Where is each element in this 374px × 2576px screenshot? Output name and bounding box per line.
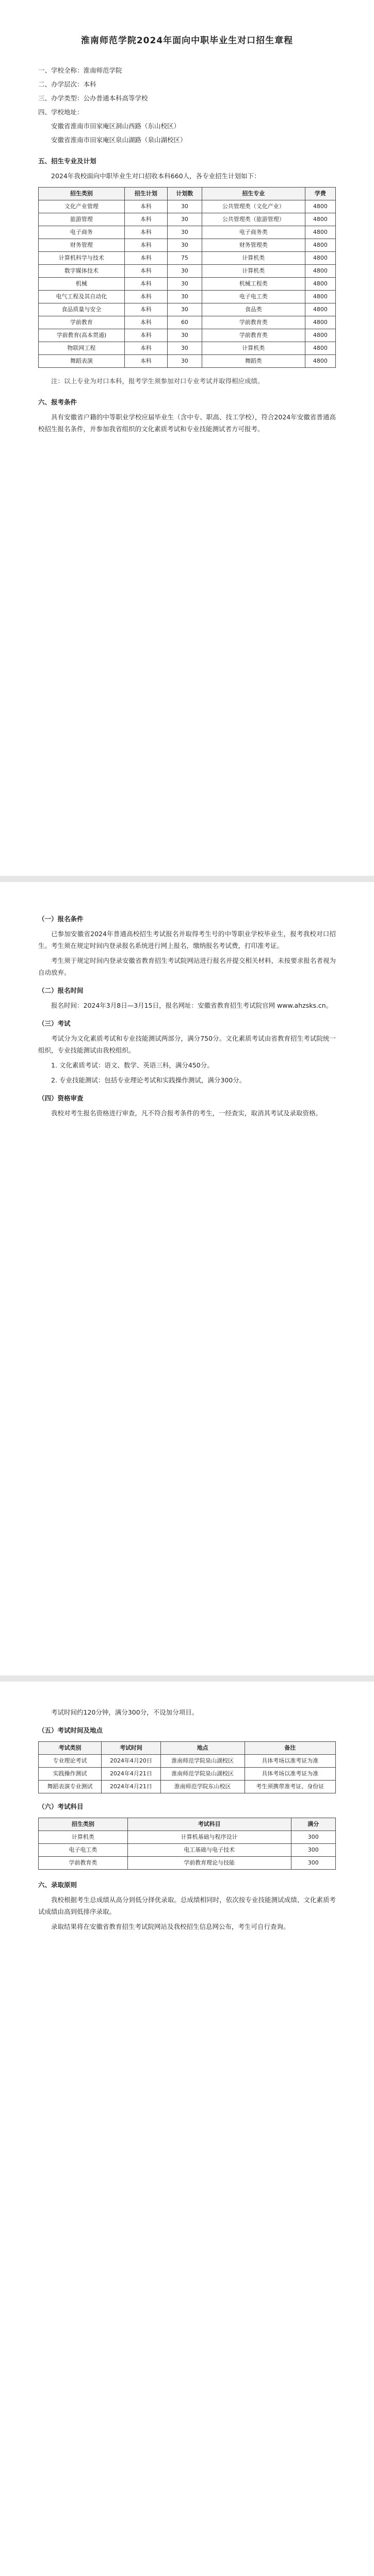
table-row — [39, 1755, 336, 1768]
table-row — [39, 291, 336, 303]
plan-cell: 本科 — [124, 329, 167, 342]
plan-note: 注：以上专业为对口本科，报考学生须参加对口专业考试并取得相应成绩。 — [51, 377, 264, 385]
table-row — [39, 1768, 336, 1781]
heading-registration-time: （二）报名时间 — [38, 987, 84, 994]
subjects-cell: 300 — [291, 1857, 335, 1870]
plan-cell: 舞蹈类 — [202, 355, 305, 368]
table-row — [39, 278, 336, 291]
schedule-cell: 淮南师范学院东山校区 — [160, 1781, 245, 1793]
schedule-table — [38, 1741, 336, 1793]
plan-header-0: 招生类别 — [39, 188, 125, 200]
heading-registration: （一）报名条件 — [38, 915, 84, 923]
table-row — [39, 265, 336, 278]
plan-cell: 30 — [168, 265, 202, 278]
table-row — [39, 355, 336, 368]
plan-cell: 4800 — [305, 303, 335, 316]
plan-cell: 30 — [168, 342, 202, 355]
plan-cell: 75 — [168, 252, 202, 265]
page-2 — [0, 882, 374, 1675]
plan-cell: 学前教育类 — [202, 329, 305, 342]
schedule-cell: 淮南师范学院泉山湖校区 — [160, 1768, 245, 1781]
subjects-header-2: 满分 — [291, 1818, 335, 1831]
plan-cell: 4800 — [305, 316, 335, 329]
plan-cell: 本科 — [124, 291, 167, 303]
plan-intro: 2024年我校面向中职毕业生对口招收本科660人，各专业招生计划如下： — [51, 172, 261, 180]
plan-header-1: 招生计划 — [124, 188, 167, 200]
plan-cell: 4800 — [305, 265, 335, 278]
subjects-header-1: 考试科目 — [127, 1818, 291, 1831]
condition-text: 具有安徽省户籍的中等职业学校应届毕业生（含中专、职高、技工学校），符合2024年安徽省普通高校招生报名条件，并参加我省组织的文化素质考试和专业技能测试者方可报考。 — [38, 413, 336, 433]
exam-text: 考试分为文化素质考试和专业技能测试两部分，满分750分。文化素质考试由省教育招生考试院统一组织，专业技能测试由我校组织。 — [38, 1035, 336, 1054]
plan-cell: 本科 — [124, 200, 167, 213]
schedule-cell: 2024年4月20日 — [102, 1755, 161, 1768]
plan-cell: 本科 — [124, 213, 167, 226]
plan-table — [38, 187, 336, 368]
plan-cell: 本科 — [124, 265, 167, 278]
address-line-1: 安徽省淮南市田家庵区洞山西路（东山校区） — [51, 122, 181, 130]
plan-cell: 4800 — [305, 252, 335, 265]
plan-cell: 30 — [168, 291, 202, 303]
schedule-header-0: 考试类别 — [39, 1742, 102, 1755]
plan-cell: 电子电工类 — [202, 291, 305, 303]
plan-cell: 本科 — [124, 316, 167, 329]
section-school-name: 一、学校全称：淮南师范学院 — [38, 66, 122, 74]
schedule-cell: 考生须携带准考证、身份证 — [245, 1781, 335, 1793]
subjects-cell: 300 — [291, 1831, 335, 1844]
plan-cell: 物联网工程 — [39, 342, 125, 355]
plan-cell: 4800 — [305, 342, 335, 355]
table-row — [39, 226, 336, 239]
table-row — [39, 1844, 336, 1857]
plan-cell: 30 — [168, 355, 202, 368]
plan-cell: 本科 — [124, 303, 167, 316]
page-3 — [0, 1682, 374, 2576]
plan-cell: 计算机类 — [202, 252, 305, 265]
plan-cell: 文化产业管理 — [39, 200, 125, 213]
schedule-cell: 2024年4月21日 — [102, 1768, 161, 1781]
plan-cell: 财务管理 — [39, 239, 125, 252]
heading-exam: （三）考试 — [38, 1020, 71, 1027]
table-row — [39, 213, 336, 226]
table-row — [39, 329, 336, 342]
plan-cell: 计算机类 — [202, 342, 305, 355]
plan-cell: 本科 — [124, 252, 167, 265]
plan-header-4: 学费 — [305, 188, 335, 200]
plan-cell: 本科 — [124, 239, 167, 252]
address-line-2: 安徽省淮南市田家庵区泉山湖路（泉山湖校区） — [51, 136, 187, 144]
plan-cell: 4800 — [305, 278, 335, 291]
section-condition-heading: 六、报考条件 — [38, 398, 77, 406]
plan-cell: 食品质量与安全 — [39, 303, 125, 316]
section-type: 三、办学类型：公办普通本科高等学校 — [38, 94, 148, 102]
review-text: 我校对考生报名资格进行审查，凡不符合报考条件的考生，一经查实，取消其考试及录取资格。 — [51, 1109, 322, 1117]
plan-cell: 机械 — [39, 278, 125, 291]
plan-cell: 舞蹈表演 — [39, 355, 125, 368]
schedule-header-2: 地点 — [160, 1742, 245, 1755]
table-row — [39, 303, 336, 316]
schedule-cell: 淮南师范学院泉山湖校区 — [160, 1755, 245, 1768]
plan-cell: 4800 — [305, 226, 335, 239]
table-row — [39, 316, 336, 329]
plan-cell: 30 — [168, 303, 202, 316]
subjects-cell: 300 — [291, 1844, 335, 1857]
document-title: 淮南师范学院2024年面向中职毕业生对口招生章程 — [80, 36, 294, 46]
plan-cell: 数字媒体技术 — [39, 265, 125, 278]
plan-cell: 30 — [168, 213, 202, 226]
exam-duration-text: 考试时间约120分钟，满分300分，不设加分项目。 — [51, 1708, 199, 1716]
plan-cell: 电子商务 — [39, 226, 125, 239]
plan-cell: 学前教育 — [39, 316, 125, 329]
schedule-cell: 舞蹈表演专业测试 — [39, 1781, 102, 1793]
schedule-header-1: 考试时间 — [102, 1742, 161, 1755]
admission-text-1: 我校根据考生总成绩从高分到低分择优录取。总成绩相同时，依次按专业技能测试成绩、文化素质考试成绩由高到低排序录取。 — [38, 1896, 336, 1916]
plan-header-3: 招生专业 — [202, 188, 305, 200]
schedule-cell: 具体考场以准考证为准 — [245, 1768, 335, 1781]
plan-cell: 食品类 — [202, 303, 305, 316]
table-row — [39, 1831, 336, 1844]
plan-cell: 电子商务类 — [202, 226, 305, 239]
plan-cell: 30 — [168, 239, 202, 252]
subjects-cell: 学前教育类 — [39, 1857, 128, 1870]
heading-admission: 六、录取原则 — [38, 1881, 77, 1889]
plan-cell: 4800 — [305, 355, 335, 368]
plan-cell: 旅游管理 — [39, 213, 125, 226]
plan-cell: 30 — [168, 329, 202, 342]
heading-schedule: （五）考试时间及地点 — [38, 1726, 103, 1734]
plan-cell: 机械工程类 — [202, 278, 305, 291]
plan-cell: 本科 — [124, 278, 167, 291]
plan-cell: 4800 — [305, 329, 335, 342]
plan-cell: 60 — [168, 316, 202, 329]
registration-time-text: 报名时间：2024年3月8日—3月15日，报名网址：安徽省教育招生考试院官网 www.ahzsks.cn。 — [51, 1002, 333, 1009]
page-1 — [0, 0, 374, 876]
plan-cell: 财务管理类 — [202, 239, 305, 252]
table-row — [39, 252, 336, 265]
plan-cell: 公共管理类（旅游管理） — [202, 213, 305, 226]
plan-header-2: 计划数 — [168, 188, 202, 200]
subjects-table — [38, 1818, 336, 1870]
schedule-cell: 实践操作测试 — [39, 1768, 102, 1781]
plan-cell: 本科 — [124, 226, 167, 239]
plan-cell: 4800 — [305, 200, 335, 213]
schedule-cell: 具体考场以准考证为准 — [245, 1755, 335, 1768]
registration-text-1: 已参加安徽省2024年普通高校招生考试报名并取得考生号的中等职业学校毕业生，报考我校对口招生。考生须在规定时间内登录报名系统进行网上报名，缴纳报名考试费，打印准考证。 — [38, 930, 336, 950]
plan-cell: 4800 — [305, 213, 335, 226]
table-row — [39, 342, 336, 355]
plan-cell: 学前教育类 — [202, 316, 305, 329]
subjects-header-0: 招生类别 — [39, 1818, 128, 1831]
schedule-cell: 专业理论考试 — [39, 1755, 102, 1768]
admission-text-2: 录取结果将在安徽省教育招生考试院网站及我校招生信息网公布，考生可自行查询。 — [51, 1923, 290, 1930]
plan-cell: 本科 — [124, 355, 167, 368]
table-row — [39, 200, 336, 213]
subjects-cell: 计算机类 — [39, 1831, 128, 1844]
plan-cell: 本科 — [124, 342, 167, 355]
section-plan-heading: 五、招生专业及计划 — [38, 157, 96, 165]
plan-cell: 4800 — [305, 291, 335, 303]
exam-item-1: 1. 文化素质考试：语文、数学、英语三科，满分450分。 — [51, 1061, 214, 1069]
plan-cell: 4800 — [305, 239, 335, 252]
plan-cell: 30 — [168, 278, 202, 291]
subjects-cell: 计算机基础与程序设计 — [127, 1831, 291, 1844]
table-row — [39, 1857, 336, 1870]
subjects-cell: 电子电工类 — [39, 1844, 128, 1857]
plan-cell: 30 — [168, 226, 202, 239]
heading-review: （四）资格审查 — [38, 1094, 84, 1102]
plan-cell: 公共管理类（文化产业） — [202, 200, 305, 213]
plan-cell: 30 — [168, 200, 202, 213]
subjects-cell: 电工基础与电子技术 — [127, 1844, 291, 1857]
section-level: 二、办学层次：本科 — [38, 80, 96, 88]
plan-cell: 计算机科学与技术 — [39, 252, 125, 265]
schedule-header-3: 备注 — [245, 1742, 335, 1755]
heading-subjects: （六）考试科目 — [38, 1803, 84, 1810]
table-row — [39, 239, 336, 252]
schedule-cell: 2024年4月21日 — [102, 1781, 161, 1793]
section-address: 四、学校地址： — [38, 108, 84, 116]
exam-item-2: 2. 专业技能测试：包括专业理论考试和实践操作测试，满分300分。 — [51, 1076, 246, 1084]
plan-cell: 电气工程及其自动化 — [39, 291, 125, 303]
subjects-cell: 学前教育理论与技能 — [127, 1857, 291, 1870]
table-row — [39, 1781, 336, 1793]
plan-cell: 学前教育(高本贯通) — [39, 329, 125, 342]
plan-cell: 计算机类 — [202, 265, 305, 278]
registration-text-2: 考生须于规定时间内登录安徽省教育招生考试院网站进行报名并提交相关材料，未按要求报名者视为自动放弃。 — [38, 957, 336, 976]
